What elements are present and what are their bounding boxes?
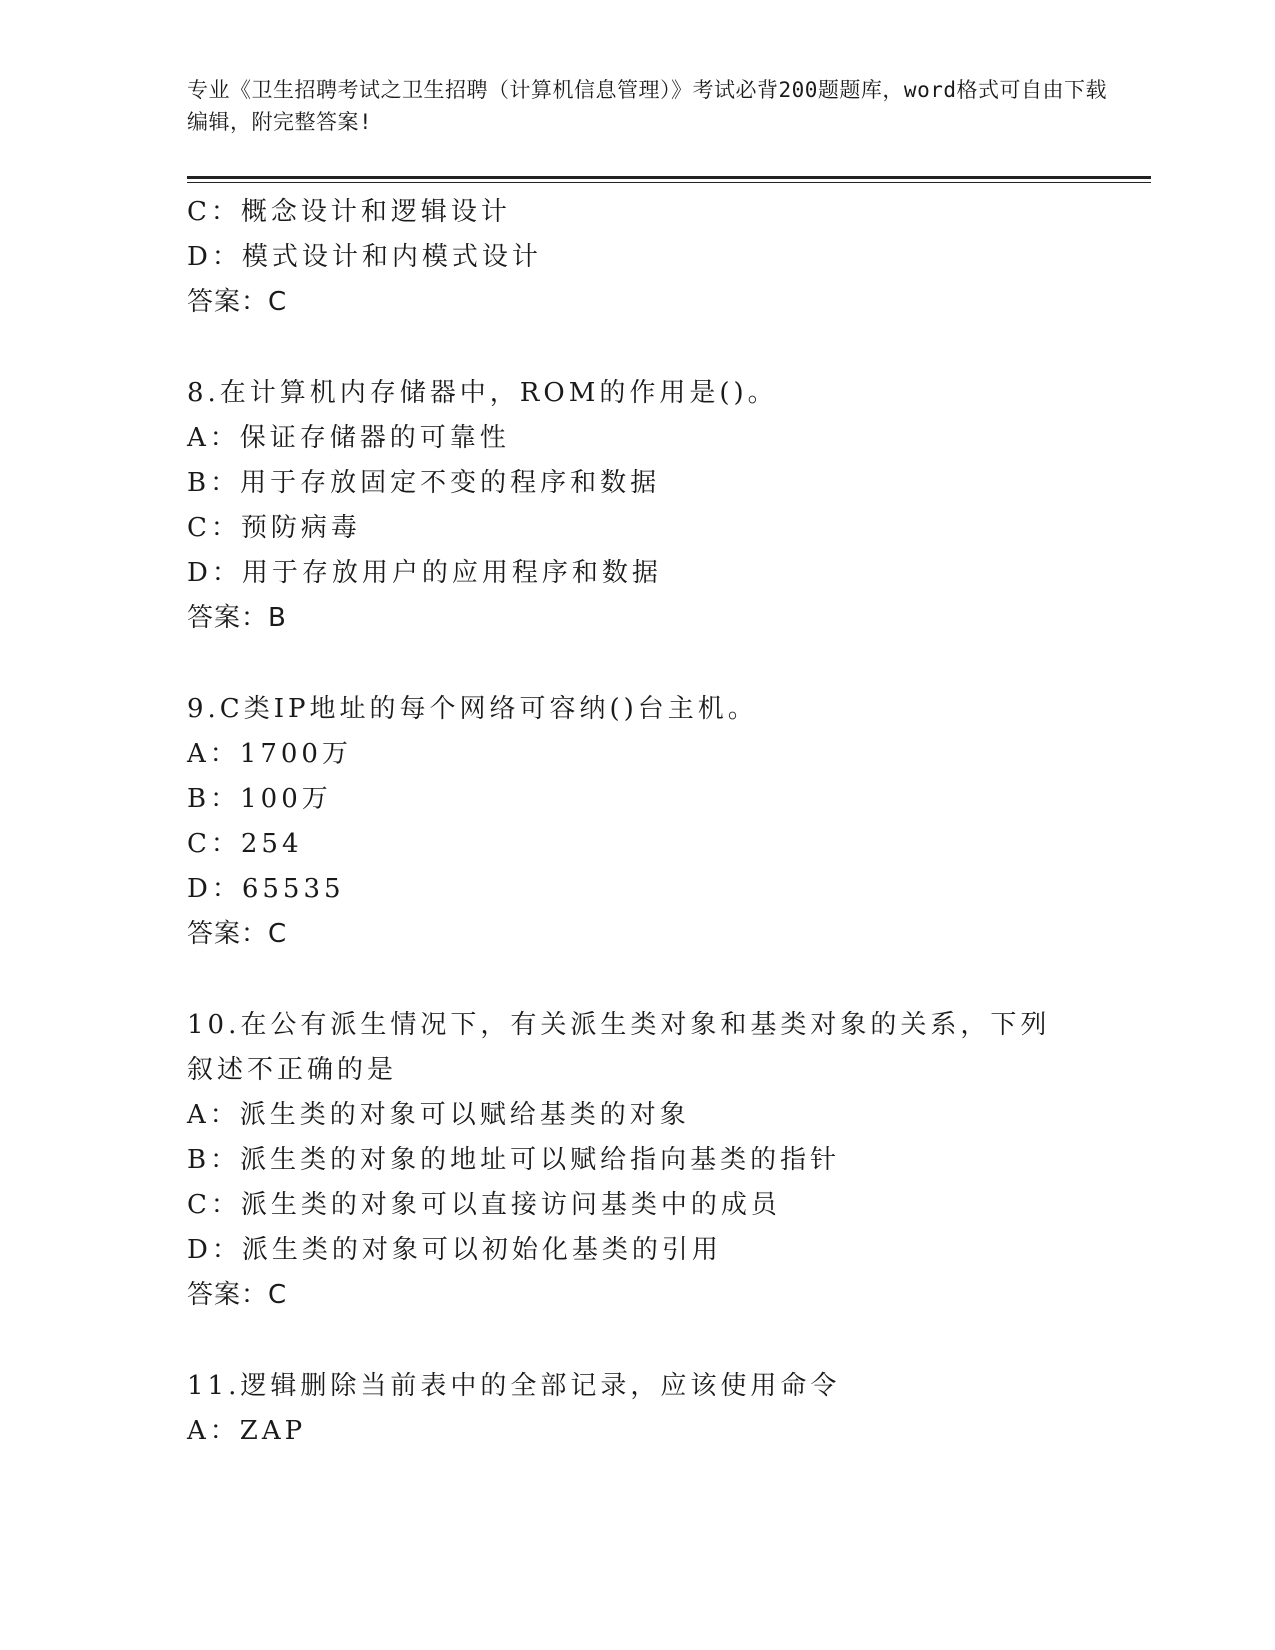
answer: 答案：C	[187, 1280, 288, 1310]
option-c: C：概念设计和逻辑设计	[187, 197, 511, 227]
question-text: 9.C类IP地址的每个网络可容纳()台主机。	[187, 694, 758, 724]
option-a: A：ZAP	[187, 1416, 307, 1446]
option-b: B：100万	[187, 784, 332, 814]
option-b: B：用于存放固定不变的程序和数据	[187, 468, 661, 498]
option-c: C：预防病毒	[187, 513, 361, 543]
option-d: D：65535	[187, 874, 345, 904]
question-10	[187, 1003, 1077, 1318]
option-c: C：254	[187, 829, 303, 859]
answer: 答案：B	[187, 603, 287, 633]
question-text: 10.在公有派生情况下，有关派生类对象和基类对象的关系，下列叙述不正确的是	[187, 1010, 1051, 1085]
option-d: D：用于存放用户的应用程序和数据	[187, 558, 662, 588]
option-d: D：模式设计和内模式设计	[187, 242, 542, 272]
question-9	[187, 687, 1077, 957]
answer: 答案：C	[187, 919, 288, 949]
question-8	[187, 371, 1077, 641]
question-list	[187, 190, 1077, 1454]
option-c: C：派生类的对象可以直接访问基类中的成员	[187, 1190, 781, 1220]
question-text: 11.逻辑删除当前表中的全部记录，应该使用命令	[187, 1371, 841, 1401]
document-header: 专业《卫生招聘考试之卫生招聘（计算机信息管理）》考试必背200题题库，word格式可自由下载编辑，附完整答案!	[187, 78, 1107, 134]
header-rule-thin	[187, 182, 1151, 183]
option-a: A：保证存储器的可靠性	[187, 423, 510, 453]
option-a: A：1700万	[187, 739, 352, 769]
answer: 答案：C	[187, 287, 288, 317]
question-11	[187, 1364, 1077, 1454]
option-d: D：派生类的对象可以初始化基类的引用	[187, 1235, 722, 1265]
option-b: B：派生类的对象的地址可以赋给指向基类的指针	[187, 1145, 841, 1175]
option-a: A：派生类的对象可以赋给基类的对象	[187, 1100, 690, 1130]
question-text: 8.在计算机内存储器中，ROM的作用是()。	[187, 378, 778, 408]
header-rule-thick	[187, 176, 1151, 179]
question-7-continued	[187, 190, 1077, 325]
